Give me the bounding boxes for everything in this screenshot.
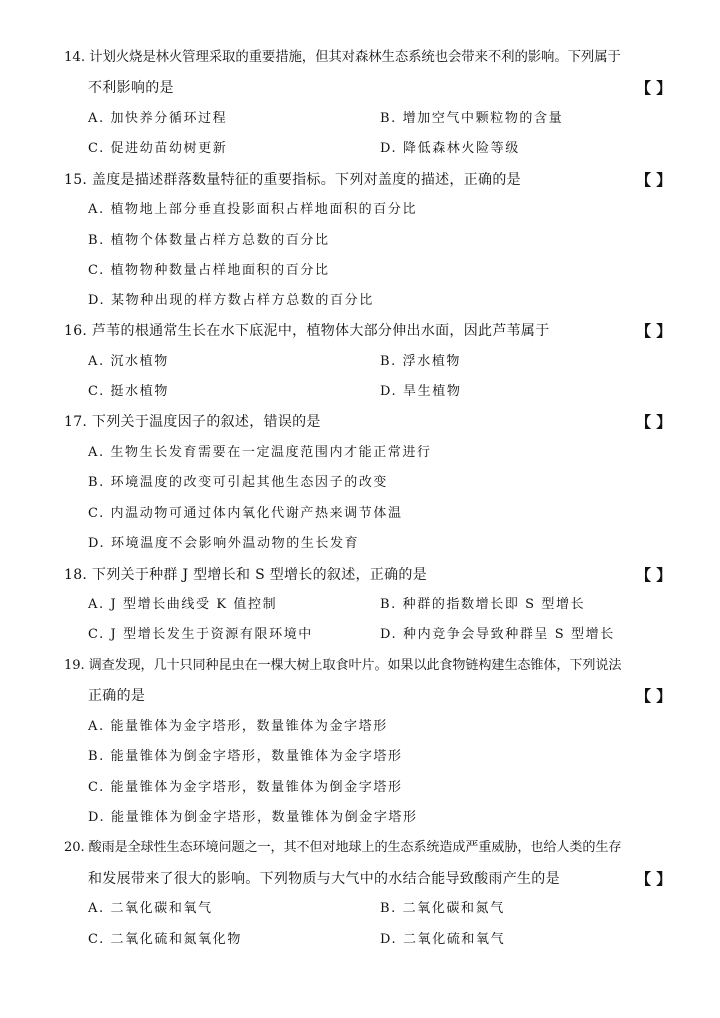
answer-bracket[interactable]: 【 】 xyxy=(636,870,672,888)
question-18-option-d[interactable]: D. 种内竞争会导致种群呈 S 型增长 xyxy=(380,627,615,642)
question-20-option-b[interactable]: B. 二氧化碳和氮气 xyxy=(380,901,505,916)
question-20-stem-line-1: 20. 酸雨是全球性生态环境问题之一，其不但对地球上的生态系统造成严重威胁，也给人类的生存 xyxy=(64,840,622,855)
question-19-option-d[interactable]: D. 能量锥体为倒金字塔形，数量锥体为倒金字塔形 xyxy=(88,810,418,825)
question-20-option-a[interactable]: A. 二氧化碳和氧气 xyxy=(88,901,213,916)
answer-bracket[interactable]: 【 】 xyxy=(636,566,672,584)
question-17-option-c[interactable]: C. 内温动物可通过体内氧化代谢产热来调节体温 xyxy=(88,506,403,521)
answer-bracket[interactable]: 【 】 xyxy=(636,79,672,97)
question-20-option-d[interactable]: D. 二氧化硫和氧气 xyxy=(380,932,506,947)
question-14-option-b[interactable]: B. 增加空气中颗粒物的含量 xyxy=(380,111,564,126)
question-16-stem-line-1: 16. 芦苇的根通常生长在水下底泥中，植物体大部分伸出水面，因此芦苇属于 xyxy=(64,323,550,339)
answer-bracket[interactable]: 【 】 xyxy=(636,413,672,431)
question-18-option-a[interactable]: A. J 型增长曲线受 K 值控制 xyxy=(88,597,278,612)
question-17-stem-line-1: 17. 下列关于温度因子的叙述，错误的是 xyxy=(64,414,321,430)
question-19-stem-line-1: 19. 调查发现，几十只同种昆虫在一棵大树上取食叶片。如果以此食物链构建生态锥体，下列说法 xyxy=(64,658,622,673)
question-16-option-a[interactable]: A. 沉水植物 xyxy=(88,354,169,369)
question-16-option-b[interactable]: B. 浮水植物 xyxy=(380,354,462,369)
question-15-stem-line-1: 15. 盖度是描述群落数量特征的重要指标。下列对盖度的描述，正确的是 xyxy=(64,172,521,188)
question-19-option-a[interactable]: A. 能量锥体为金字塔形，数量锥体为金字塔形 xyxy=(88,719,388,734)
question-15-option-a[interactable]: A. 植物地上部分垂直投影面积占样地面积的百分比 xyxy=(88,202,418,217)
question-15-option-c[interactable]: C. 植物物种数量占样地面积的百分比 xyxy=(88,263,330,278)
question-17-option-a[interactable]: A. 生物生长发育需要在一定温度范围内才能正常进行 xyxy=(88,445,432,460)
question-16-option-c[interactable]: C. 挺水植物 xyxy=(88,384,169,399)
question-15-option-b[interactable]: B. 植物个体数量占样方总数的百分比 xyxy=(88,233,330,248)
question-17-option-d[interactable]: D. 环境温度不会影响外温动物的生长发育 xyxy=(88,536,360,551)
question-18-option-b[interactable]: B. 种群的指数增长即 S 型增长 xyxy=(380,597,586,612)
question-19-option-b[interactable]: B. 能量锥体为倒金字塔形，数量锥体为金字塔形 xyxy=(88,749,403,764)
question-20-stem-line-2: 和发展带来了很大的影响。下列物质与大气中的水结合能导致酸雨产生的是 xyxy=(88,871,560,887)
question-14-stem-line-2: 不利影响的是 xyxy=(88,80,174,96)
question-15-option-d[interactable]: D. 某物种出现的样方数占样方总数的百分比 xyxy=(88,293,374,308)
question-17-option-b[interactable]: B. 环境温度的改变可引起其他生态因子的改变 xyxy=(88,475,389,490)
question-14-stem-line-1: 14. 计划火烧是林火管理采取的重要措施，但其对森林生态系统也会带来不利的影响。下列属于 xyxy=(64,50,621,65)
answer-bracket[interactable]: 【 】 xyxy=(636,171,672,189)
question-19-stem-line-2: 正确的是 xyxy=(88,688,146,704)
answer-bracket[interactable]: 【 】 xyxy=(636,322,672,340)
question-18-stem-line-1: 18. 下列关于种群 J 型增长和 S 型增长的叙述，正确的是 xyxy=(64,567,428,583)
question-14-option-d[interactable]: D. 降低森林火险等级 xyxy=(380,141,520,156)
question-16-option-d[interactable]: D. 旱生植物 xyxy=(380,384,462,399)
question-18-option-c[interactable]: C. J 型增长发生于资源有限环境中 xyxy=(88,627,313,642)
question-20-option-c[interactable]: C. 二氧化硫和氮氧化物 xyxy=(88,932,242,947)
question-14-option-c[interactable]: C. 促进幼苗幼树更新 xyxy=(88,141,228,156)
answer-bracket[interactable]: 【 】 xyxy=(636,687,672,705)
question-19-option-c[interactable]: C. 能量锥体为金字塔形，数量锥体为倒金字塔形 xyxy=(88,780,403,795)
question-14-option-a[interactable]: A. 加快养分循环过程 xyxy=(88,111,228,126)
